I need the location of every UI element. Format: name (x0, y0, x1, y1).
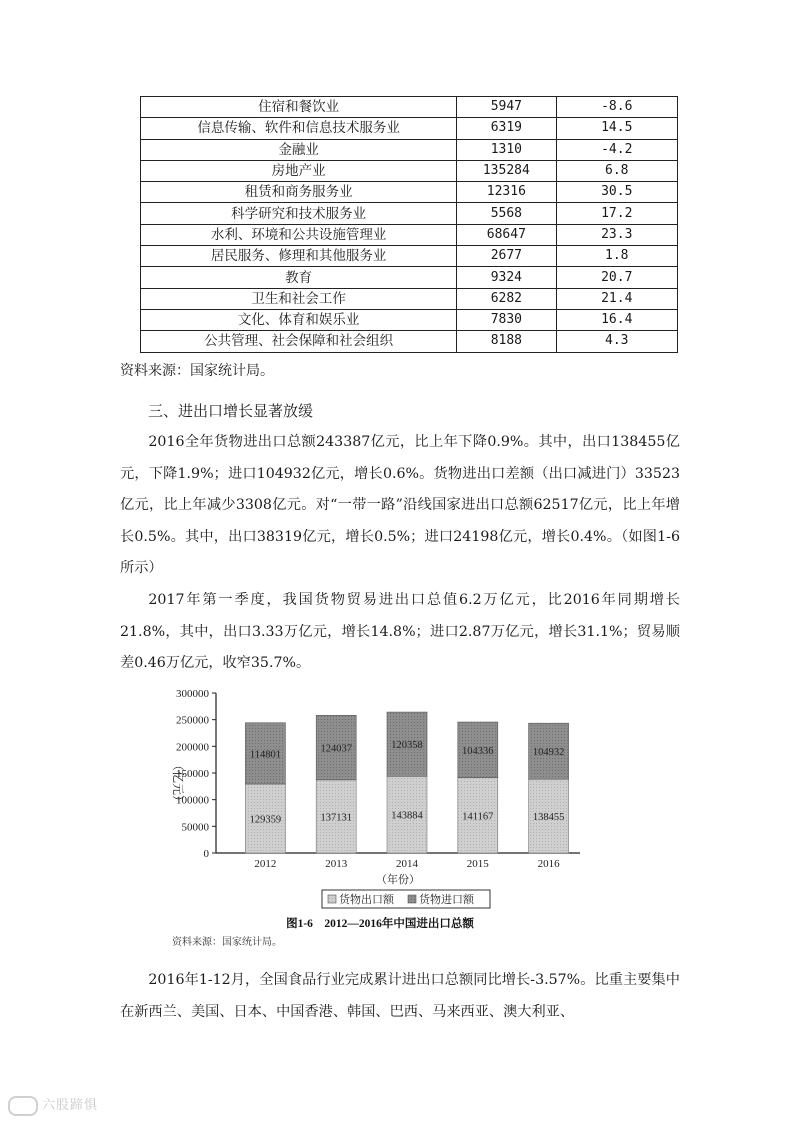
figure-source: 资料来源：国家统计局。 (172, 937, 282, 948)
legend-swatch-export (328, 895, 336, 903)
growth-cell: -8.6 (556, 97, 677, 118)
growth-cell: 4.3 (556, 331, 677, 352)
data-label-import: 114801 (249, 749, 281, 761)
industry-cell: 公共管理、社会保障和社会组织 (141, 331, 457, 352)
trade-chart (170, 685, 590, 953)
y-tick-label: 150000 (176, 768, 209, 780)
value-cell: 5568 (457, 203, 556, 224)
table-row (141, 288, 678, 309)
x-tick-label: 2016 (537, 858, 560, 870)
table-source: 资料来源：国家统计局。 (120, 363, 274, 379)
paragraph-trade-2017q1 (120, 585, 680, 680)
table-row (141, 309, 678, 330)
table-row (141, 224, 678, 245)
data-label-export: 138455 (532, 812, 565, 824)
industry-table (140, 96, 678, 353)
value-cell: 1310 (457, 139, 556, 160)
table-row (141, 97, 678, 118)
industry-cell: 科学研究和技术服务业 (141, 203, 457, 224)
table-row (141, 118, 678, 139)
growth-cell: 16.4 (556, 309, 677, 330)
y-tick-label: 100000 (176, 794, 209, 807)
x-tick-label: 2015 (466, 858, 489, 870)
growth-cell: -4.2 (556, 139, 677, 160)
y-tick-label: 200000 (176, 741, 209, 754)
industry-cell: 卫生和社会工作 (141, 288, 457, 309)
value-cell: 8188 (457, 331, 556, 352)
y-tick-label: 50000 (181, 821, 209, 834)
value-cell: 6282 (457, 288, 556, 309)
paragraph-text: 2017年第一季度，我国货物贸易进出口总值6.2万亿元，比2016年同期增长21.8%，其中，出口3.33万亿元，增长14.8%；进口2.87万亿元，增长31.1%；贸易顺差0.46万亿元，收窄35.7%。 (120, 592, 680, 671)
industry-cell: 房地产业 (141, 160, 457, 181)
table-row (141, 267, 678, 288)
industry-cell: 租赁和商务服务业 (141, 182, 457, 203)
x-axis-label: （年份） (376, 874, 420, 886)
data-label-export: 137131 (320, 812, 352, 824)
value-cell: 6319 (457, 118, 556, 139)
value-cell: 9324 (457, 267, 556, 288)
growth-cell: 23.3 (556, 224, 677, 245)
value-cell: 2677 (457, 246, 556, 267)
value-cell: 135284 (457, 160, 556, 181)
table-row (141, 182, 678, 203)
table-row (141, 160, 678, 181)
x-tick-label: 2013 (325, 858, 348, 870)
growth-cell: 30.5 (556, 182, 677, 203)
industry-cell: 居民服务、修理和其他服务业 (141, 246, 457, 267)
table-row (141, 139, 678, 160)
trade-chart-svg (170, 685, 590, 935)
legend-swatch-import (408, 895, 416, 903)
paragraph-food-trade (120, 965, 680, 1028)
industry-cell: 住宿和餐饮业 (141, 97, 457, 118)
y-axis-label: （亿元） (171, 759, 185, 808)
industry-cell: 水利、环境和公共设施管理业 (141, 224, 457, 245)
table-row (141, 203, 678, 224)
growth-cell: 20.7 (556, 267, 677, 288)
y-tick-label: 250000 (176, 714, 209, 727)
paragraph-trade-2016 (120, 427, 680, 585)
value-cell: 12316 (457, 182, 556, 203)
data-label-export: 143884 (391, 810, 423, 822)
data-label-export: 141167 (462, 811, 494, 823)
growth-cell: 17.2 (556, 203, 677, 224)
paragraph-text: 2016年1-12月，全国食品行业完成累计进出口总额同比增长-3.57%。比重主要集中在新西兰、美国、日本、中国香港、韩国、巴西、马来西亚、澳大利亚、 (120, 972, 680, 1020)
figure-caption: 图1-6 2012—2016年中国进出口总额 (286, 918, 474, 930)
legend-label-import: 货物进口额 (419, 894, 474, 906)
table-row (141, 331, 678, 352)
growth-cell: 14.5 (556, 118, 677, 139)
watermark-logo-icon (8, 1096, 38, 1116)
industry-cell: 金融业 (141, 139, 457, 160)
section-heading: 三、进出口增长显著放缓 (148, 402, 314, 420)
industry-cell: 教育 (141, 267, 457, 288)
table-row (141, 246, 678, 267)
legend-label-export: 货物出口额 (339, 894, 394, 906)
x-tick-label: 2014 (396, 858, 418, 870)
y-tick-label: 300000 (176, 688, 209, 700)
data-label-import: 124037 (320, 743, 352, 755)
growth-cell: 6.8 (556, 160, 677, 181)
data-label-export: 129359 (249, 814, 282, 826)
watermark-text: 六股蹄惧 (42, 1098, 99, 1113)
growth-cell: 1.8 (556, 246, 677, 267)
data-label-import: 104336 (462, 745, 494, 757)
value-cell: 7830 (457, 309, 556, 330)
x-tick-label: 2012 (254, 858, 277, 870)
value-cell: 68647 (457, 224, 556, 245)
watermark (8, 1094, 98, 1116)
data-label-import: 104932 (532, 747, 565, 759)
industry-cell: 文化、体育和娱乐业 (141, 309, 457, 330)
data-label-import: 120358 (391, 740, 423, 752)
paragraph-text: 2016全年货物进出口总额243387亿元，比上年下降0.9%。其中，出口138455亿元，下降1.9%；进口104932亿元，增长0.6%。货物进出口差额（出口减进门）33523亿元，比上年减少3308亿元。对“一带一路”沿线国家进出口总额62517亿元，比上年增长0.5%。其中，出口38319亿元，增长0.5%；进口24198亿元，增长0.4%。（如图1-6所示） (120, 434, 680, 576)
growth-cell: 21.4 (556, 288, 677, 309)
industry-cell: 信息传输、软件和信息技术服务业 (141, 118, 457, 139)
y-tick-label: 0 (203, 848, 209, 860)
value-cell: 5947 (457, 97, 556, 118)
